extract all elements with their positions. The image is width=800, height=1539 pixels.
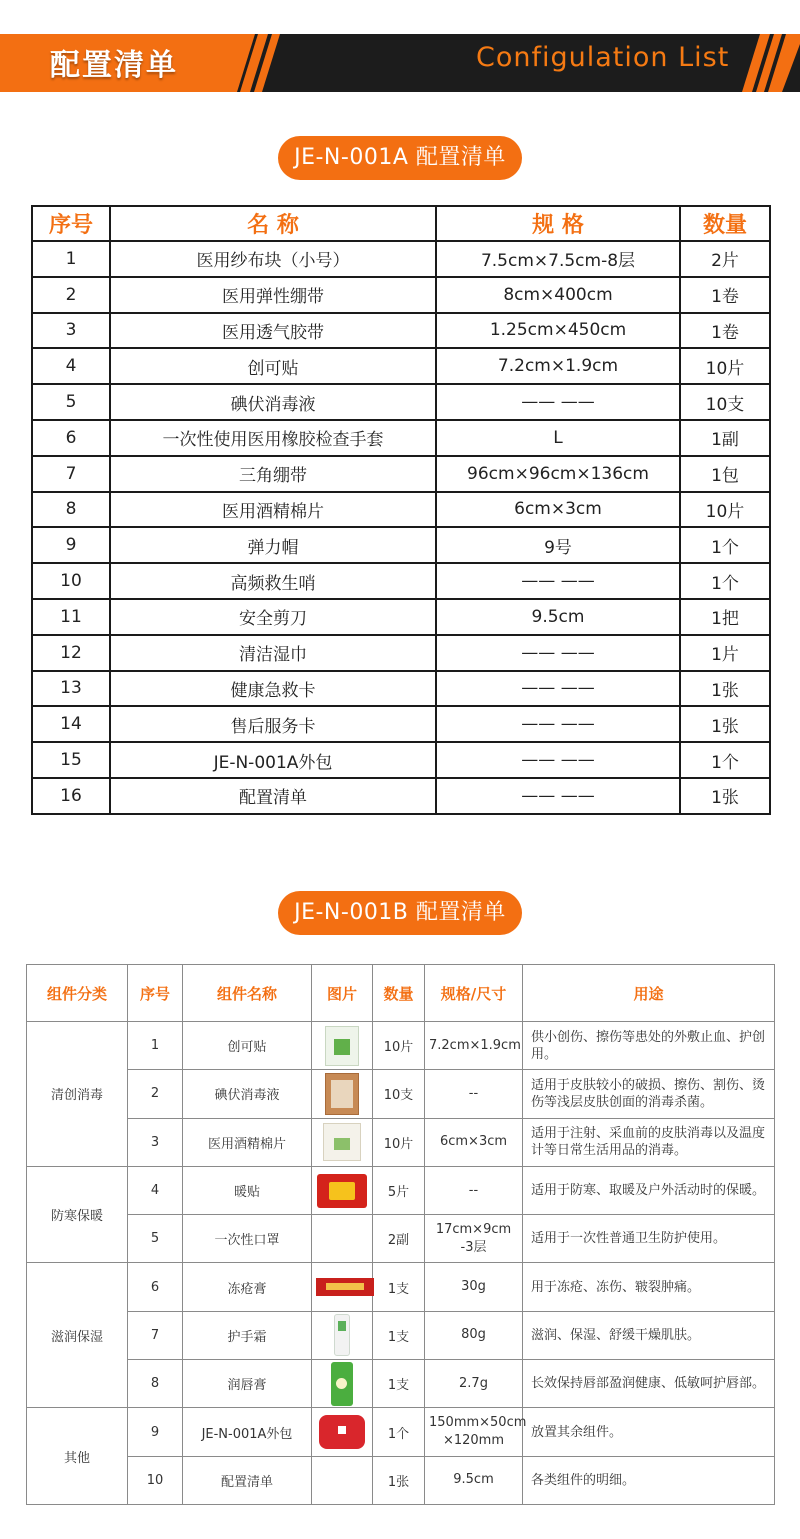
- cell-use: 供小创伤、擦伤等患处的外敷止血、护创用。: [523, 1022, 775, 1070]
- cell-qty: 1个: [680, 527, 770, 563]
- cell-use: 适用于注射、采血前的皮肤消毒以及温度计等日常生活用品的消毒。: [523, 1118, 775, 1166]
- header-use: 用途: [523, 965, 775, 1022]
- cell-qty: 10片: [680, 492, 770, 528]
- cell-use: 适用于皮肤较小的破损、擦伤、割伤、烫伤等浅层皮肤创面的消毒杀菌。: [523, 1070, 775, 1118]
- table-row: [27, 1408, 775, 1456]
- cell-no: 8: [32, 492, 110, 528]
- section-b-title: JE-N-001B 配置清单: [278, 891, 522, 935]
- cell-qty: 1张: [373, 1456, 425, 1504]
- header-category: 组件分类: [27, 965, 128, 1022]
- table-row: [27, 1022, 775, 1070]
- cell-spec: —— ——: [436, 635, 680, 671]
- cell-no: 3: [32, 313, 110, 349]
- cell-spec: 2.7g: [425, 1360, 523, 1408]
- cell-no: 3: [128, 1118, 183, 1166]
- cell-qty: 1张: [680, 778, 770, 814]
- cell-spec: —— ——: [436, 706, 680, 742]
- table-row: [27, 1070, 775, 1118]
- cell-no: 5: [128, 1215, 183, 1263]
- cell-qty: 1副: [680, 420, 770, 456]
- cell-name: 创可贴: [110, 348, 436, 384]
- cell-no: 6: [128, 1263, 183, 1311]
- cell-qty: 10片: [373, 1022, 425, 1070]
- cell-qty: 10支: [680, 384, 770, 420]
- header-image: 图片: [312, 965, 373, 1022]
- cell-spec: --: [425, 1166, 523, 1214]
- cell-category: 滋润保湿: [27, 1263, 128, 1408]
- table-row: [27, 1118, 775, 1166]
- cell-name: 售后服务卡: [110, 706, 436, 742]
- cell-no: 2: [32, 277, 110, 313]
- cell-spec: 7.5cm×7.5cm-8层: [436, 241, 680, 277]
- cell-name: 高频救生哨: [110, 563, 436, 599]
- cell-name: JE-N-001A外包: [183, 1408, 312, 1456]
- config-table-b: [26, 964, 775, 1505]
- cell-qty: 1支: [373, 1360, 425, 1408]
- cell-use: 放置其余组件。: [523, 1408, 775, 1456]
- cell-image: [312, 1263, 373, 1311]
- cell-no: 4: [32, 348, 110, 384]
- cell-category: 清创消毒: [27, 1022, 128, 1167]
- table-row: [27, 1263, 775, 1311]
- cell-image: [312, 1456, 373, 1504]
- cell-name: 创可贴: [183, 1022, 312, 1070]
- cell-name: 一次性使用医用橡胶检查手套: [110, 420, 436, 456]
- cell-spec: 7.2cm×1.9cm: [425, 1022, 523, 1070]
- cell-qty: 10片: [373, 1118, 425, 1166]
- banner-title: 配置清单: [50, 48, 178, 83]
- lip-balm-image: [331, 1362, 353, 1406]
- header-qty: 数量: [373, 965, 425, 1022]
- cell-name: 健康急救卡: [110, 671, 436, 707]
- cell-spec: 96cm×96cm×136cm: [436, 456, 680, 492]
- table-row: [32, 778, 770, 814]
- cell-qty: 1个: [680, 742, 770, 778]
- table-row: [32, 742, 770, 778]
- table-header-row: [27, 965, 775, 1022]
- cell-name: JE-N-001A外包: [110, 742, 436, 778]
- cell-qty: 1支: [373, 1263, 425, 1311]
- cell-no: 10: [128, 1456, 183, 1504]
- hand-cream-image: [334, 1314, 350, 1356]
- cell-no: 15: [32, 742, 110, 778]
- table-row: [32, 706, 770, 742]
- cell-qty: 1包: [680, 456, 770, 492]
- cell-spec: 9号: [436, 527, 680, 563]
- cell-use: 用于冻疮、冻伤、皲裂肿痛。: [523, 1263, 775, 1311]
- cell-name: 安全剪刀: [110, 599, 436, 635]
- cell-spec: 150mm×50cm ×120mm: [425, 1408, 523, 1456]
- cell-image: [312, 1118, 373, 1166]
- cell-spec: 9.5cm: [425, 1456, 523, 1504]
- table-row: [32, 348, 770, 384]
- table-row: [27, 1215, 775, 1263]
- cell-spec: 30g: [425, 1263, 523, 1311]
- cell-qty: 1张: [680, 706, 770, 742]
- cell-name: 一次性口罩: [183, 1215, 312, 1263]
- cell-name: 碘伏消毒液: [183, 1070, 312, 1118]
- cell-qty: 1个: [680, 563, 770, 599]
- config-table-a: [31, 205, 771, 815]
- table-row: [32, 671, 770, 707]
- cell-image: [312, 1070, 373, 1118]
- cell-spec: 6cm×3cm: [425, 1118, 523, 1166]
- cell-name: 弹力帽: [110, 527, 436, 563]
- cell-use: 滋润、保湿、舒缓干燥肌肤。: [523, 1311, 775, 1359]
- cell-category: 防寒保暖: [27, 1166, 128, 1263]
- cell-image: [312, 1408, 373, 1456]
- table-a-body: [32, 241, 770, 814]
- cell-name: 碘伏消毒液: [110, 384, 436, 420]
- cell-name: 医用酒精棉片: [110, 492, 436, 528]
- cell-qty: 2片: [680, 241, 770, 277]
- cell-name: 医用纱布块（小号）: [110, 241, 436, 277]
- cell-qty: 1张: [680, 671, 770, 707]
- cell-qty: 1卷: [680, 313, 770, 349]
- cell-no: 5: [32, 384, 110, 420]
- header-no: 序号: [128, 965, 183, 1022]
- table-row: [32, 492, 770, 528]
- cell-qty: 5片: [373, 1166, 425, 1214]
- cell-no: 1: [128, 1022, 183, 1070]
- bandaid-package-image: [325, 1026, 359, 1066]
- cell-name: 清洁湿巾: [110, 635, 436, 671]
- cell-image: [312, 1360, 373, 1408]
- cell-name: 医用透气胶带: [110, 313, 436, 349]
- cell-no: 7: [32, 456, 110, 492]
- cell-no: 9: [128, 1408, 183, 1456]
- table-row: [27, 1456, 775, 1504]
- cell-spec: 8cm×400cm: [436, 277, 680, 313]
- cell-spec: —— ——: [436, 563, 680, 599]
- alcohol-pad-image: [323, 1123, 361, 1161]
- cell-no: 16: [32, 778, 110, 814]
- cell-spec: —— ——: [436, 671, 680, 707]
- table-row: [27, 1166, 775, 1214]
- cell-spec: 9.5cm: [436, 599, 680, 635]
- cell-name: 医用酒精棉片: [183, 1118, 312, 1166]
- cell-spec: 7.2cm×1.9cm: [436, 348, 680, 384]
- table-row: [32, 527, 770, 563]
- cell-no: 4: [128, 1166, 183, 1214]
- iodine-swab-image: [325, 1073, 359, 1115]
- cell-image: [312, 1166, 373, 1214]
- table-row: [32, 384, 770, 420]
- red-kit-bag-image: [319, 1415, 365, 1449]
- cell-spec: 17cm×9cm -3层: [425, 1215, 523, 1263]
- cell-category: 其他: [27, 1408, 128, 1505]
- cell-image: [312, 1215, 373, 1263]
- heat-pad-image: [317, 1174, 367, 1208]
- cell-no: 11: [32, 599, 110, 635]
- cell-qty: 2副: [373, 1215, 425, 1263]
- table-row: [32, 277, 770, 313]
- cell-name: 护手霜: [183, 1311, 312, 1359]
- table-row: [32, 599, 770, 635]
- cell-no: 2: [128, 1070, 183, 1118]
- cell-name: 冻疮膏: [183, 1263, 312, 1311]
- cell-qty: 10片: [680, 348, 770, 384]
- table-row: [32, 456, 770, 492]
- cell-qty: 10支: [373, 1070, 425, 1118]
- cell-no: 1: [32, 241, 110, 277]
- cell-name: 医用弹性绷带: [110, 277, 436, 313]
- cell-qty: 1卷: [680, 277, 770, 313]
- header-component-name: 组件名称: [183, 965, 312, 1022]
- cell-qty: 1把: [680, 599, 770, 635]
- cell-spec: 6cm×3cm: [436, 492, 680, 528]
- header-banner: [0, 34, 800, 92]
- header-name: 名 称: [110, 206, 436, 241]
- header-no: 序号: [32, 206, 110, 241]
- cell-spec: —— ——: [436, 384, 680, 420]
- cell-no: 8: [128, 1360, 183, 1408]
- cell-no: 14: [32, 706, 110, 742]
- cell-use: 适用于一次性普通卫生防护使用。: [523, 1215, 775, 1263]
- cell-spec: L: [436, 420, 680, 456]
- cell-name: 润唇膏: [183, 1360, 312, 1408]
- cell-qty: 1片: [680, 635, 770, 671]
- cell-no: 12: [32, 635, 110, 671]
- cell-name: 三角绷带: [110, 456, 436, 492]
- cell-spec: --: [425, 1070, 523, 1118]
- cell-name: 配置清单: [183, 1456, 312, 1504]
- header-spec: 规格/尺寸: [425, 965, 523, 1022]
- table-row: [27, 1360, 775, 1408]
- section-a-title: JE-N-001A 配置清单: [278, 136, 522, 180]
- cell-no: 6: [32, 420, 110, 456]
- table-b-body: [27, 1022, 775, 1505]
- table-row: [27, 1311, 775, 1359]
- cell-use: 适用于防寒、取暖及户外活动时的保暖。: [523, 1166, 775, 1214]
- cell-name: 暖贴: [183, 1166, 312, 1214]
- table-row: [32, 635, 770, 671]
- cell-image: [312, 1022, 373, 1070]
- table-row: [32, 241, 770, 277]
- cell-use: 各类组件的明细。: [523, 1456, 775, 1504]
- cell-spec: 80g: [425, 1311, 523, 1359]
- cell-no: 9: [32, 527, 110, 563]
- header-spec: 规 格: [436, 206, 680, 241]
- cell-spec: —— ——: [436, 778, 680, 814]
- cell-qty: 1支: [373, 1311, 425, 1359]
- table-row: [32, 420, 770, 456]
- cell-use: 长效保持唇部盈润健康、低敏呵护唇部。: [523, 1360, 775, 1408]
- cell-spec: 1.25cm×450cm: [436, 313, 680, 349]
- cell-name: 配置清单: [110, 778, 436, 814]
- cell-no: 7: [128, 1311, 183, 1359]
- header-qty: 数量: [680, 206, 770, 241]
- table-header-row: [32, 206, 770, 241]
- cell-no: 10: [32, 563, 110, 599]
- cell-no: 13: [32, 671, 110, 707]
- frostbite-cream-image: [316, 1278, 374, 1296]
- cell-qty: 1个: [373, 1408, 425, 1456]
- banner-subtitle: Configulation List: [476, 42, 730, 73]
- table-row: [32, 563, 770, 599]
- table-row: [32, 313, 770, 349]
- cell-spec: —— ——: [436, 742, 680, 778]
- cell-image: [312, 1311, 373, 1359]
